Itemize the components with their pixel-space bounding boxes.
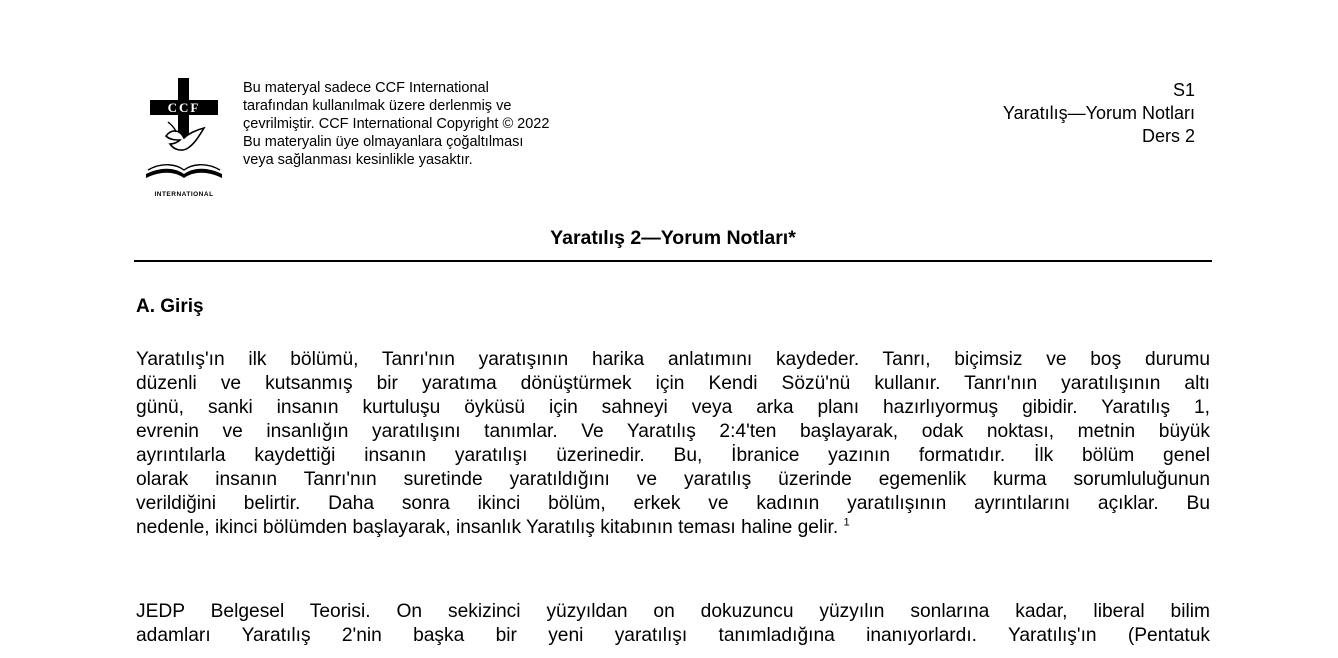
page-title: Yaratılış 2—Yorum Notları* (550, 227, 796, 249)
lesson-label: Ders 2 (1141, 126, 1195, 146)
paragraph-line-text: nedenle, ikinci bölümden başlayarak, insanlık Yaratılış kitabının teması haline gelir. (136, 517, 839, 538)
svg-text:CCF: CCF (167, 100, 201, 115)
ccf-international-logo (136, 78, 232, 198)
intro-paragraph (136, 348, 1210, 540)
paragraph-line-last (136, 516, 1210, 540)
document-header (1003, 79, 1195, 148)
jedp-paragraph (136, 600, 1210, 648)
title-divider (134, 260, 1212, 262)
footnote-ref[interactable]: 1 (843, 516, 850, 529)
paragraph-line: Yaratılış'ın ilk bölümü, Tanrı'nın yaratışının harika anlatımını kaydeder. Tanrı, biçimsiz ve boş durumu (136, 349, 1210, 370)
header-subtitle: Yaratılış—Yorum Notları (1002, 103, 1195, 123)
notice-line: Bu materyalin üye olmayanlara çoğaltılması (243, 134, 524, 150)
cross-dove-bible-icon (136, 78, 232, 190)
copyright-notice (243, 79, 643, 169)
notice-line: Bu materyal sadece CCF International (243, 80, 489, 96)
document-code: S1 (1172, 80, 1195, 100)
notice-line: çevrilmiştir. CCF International Copyright © 2022 (243, 116, 550, 132)
paragraph-line: adamları Yaratılış 2'nin başka bir yeni yaratılışı tanımladığına inanıyorlardı. Yaratılış'ın (Pentatuk (136, 625, 1210, 646)
section-heading: A. Giriş (136, 296, 204, 317)
paragraph-line: ayrıntılarla kaydettiği insanın yaratılışı üzerinedir. Bu, İbranice yazının formatıdır. İlk bölüm genel (136, 445, 1210, 466)
paragraph-line: düzenli ve kutsanmış bir yaratıma dönüştürmek için Kendi Sözü'nü kullanır. Tanrı'nın yaratılışının altı (136, 373, 1210, 394)
logo-caption: INTERNATIONAL (154, 191, 214, 198)
notice-line: veya sağlanması kesinlikle yasaktır. (243, 152, 473, 168)
paragraph-line: verildiğini belirtir. Daha sonra ikinci bölüm, erkek ve kadının yaratılışının ayrıntılarını açıklar. Bu (136, 493, 1210, 514)
paragraph-line: olarak insanın Tanrı'nın suretinde yaratıldığını ve yaratılış üzerinde egemenlik kurma sorumluluğunun (136, 469, 1210, 490)
paragraph-line: günü, sanki insanın kurtuluşu öyküsü için sahneyi veya arka planı hazırlıyormuş gibidir. Yaratılış 1, (136, 397, 1210, 418)
paragraph-line: evrenin ve insanlığın yaratılışını tanımlar. Ve Yaratılış 2:4'ten başlayarak, odak noktası, metnin büyük (136, 421, 1210, 442)
paragraph-line: JEDP Belgesel Teorisi. On sekizinci yüzyıldan on dokuzuncu yüzyılın sonlarına kadar, liberal bilim (136, 601, 1210, 622)
notice-line: tarafından kullanılmak üzere derlenmiş ve (243, 98, 512, 114)
